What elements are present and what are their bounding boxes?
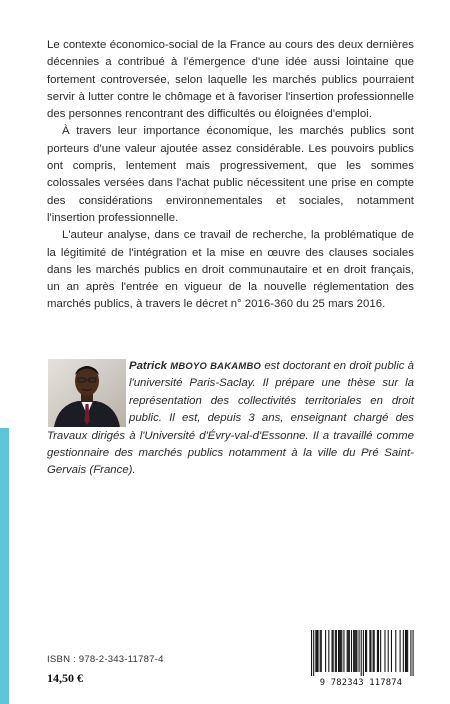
barcode-bar (400, 630, 401, 672)
barcode-bar (380, 630, 381, 672)
barcode-bar (332, 630, 333, 672)
barcode-bar (340, 630, 341, 672)
barcode-bar (351, 630, 352, 672)
blurb-paragraph-2: À travers leur importance économique, les marchés publics sont porteurs d'une valeur ajoutée assez considérable. Les pouvoirs publics ont compris, lentement mais progressivement, que les sommes colossales versées dans l'achat public nécessitent une prise en compte des considérations environnementales et sociales, notamment l'insertion professionnelle. (47, 125, 414, 224)
barcode-bar (333, 630, 334, 672)
barcode-bar (403, 630, 404, 672)
barcode-bar (363, 630, 364, 676)
barcode-bar (341, 630, 342, 672)
barcode-bar (328, 630, 329, 672)
barcode-bar (373, 630, 374, 672)
author-bio (47, 357, 414, 480)
barcode-bar (313, 630, 314, 676)
barcode-bar (378, 630, 379, 672)
barcode-digits: 9 782343 117874 (319, 678, 403, 688)
author-bio-text: est doctorant en droit public à l'université Paris-Saclay. Il prépare une thèse sur la représentation des collectivités territoriales en droit public. Il est, depuis 3 ans, enseignant chargé des Travaux dirigés à l'Université d'Évry-val-d'Essonne. Il a travaillé comme gestionnaire des marchés publics notamment à la ville du Pré Saint-Gervais (France). (47, 360, 414, 477)
barcode-bar (311, 630, 312, 676)
barcode-bar (320, 630, 321, 672)
barcode-bar (406, 630, 407, 672)
barcode-bar (349, 630, 350, 672)
barcode-bar (325, 630, 326, 672)
barcode-bar (407, 630, 408, 672)
price: 14,50 € (47, 671, 83, 685)
barcode-bar (377, 630, 378, 672)
blurb-paragraph-1: Le contexte économico-social de la France au cours des deux dernières décennies a contribué à l'émergence d'une idée aussi lointaine que fortement controversée, selon laquelle les marchés publics pourraient servir à lutter contre le chômage et à favoriser l'insertion professionnelle des personnes rencontrant des difficultés ou éloignées d'emploi. (47, 39, 414, 121)
barcode-bar (315, 630, 316, 672)
barcode-bar (317, 630, 318, 672)
barcode-bar (347, 630, 348, 672)
barcode-bar (348, 630, 349, 672)
barcode-bar (384, 630, 385, 672)
barcode-bar (353, 630, 354, 672)
barcode-bar (339, 630, 340, 672)
isbn: ISBN : 978-2-343-11787-4 (47, 654, 164, 665)
author-name (129, 360, 261, 372)
author-surname: MBOYO BAKAMBO (170, 360, 262, 371)
barcode-bar (343, 630, 344, 672)
barcode-bar (335, 630, 336, 672)
barcode-bar (336, 630, 337, 672)
back-cover-blurb (47, 37, 414, 314)
barcode-bar (405, 630, 406, 672)
blurb-paragraph-3: L'auteur analyse, dans ce travail de recherche, la problématique de la légitimité de l'intégration et la mise en œuvre des clauses sociales dans les marchés publics en droit communautaire et en droit français, un an après l'entrée en vigueur de la nouvelle réglementation des marchés publics, à travers le décret n° 2016-360 du 25 mars 2016. (47, 229, 414, 311)
barcode-bar (374, 630, 375, 672)
photo-spacer (47, 357, 129, 427)
barcode-bar (354, 630, 355, 672)
barcode-bar (321, 630, 322, 672)
barcode-bar (369, 630, 370, 672)
barcode-bar (361, 630, 362, 676)
barcode-bar (388, 630, 389, 672)
barcode-bar (359, 630, 360, 672)
barcode-bar (365, 630, 366, 672)
barcode-bar (316, 630, 317, 672)
barcode-bar (413, 630, 414, 676)
author-first-name: Patrick (129, 360, 171, 372)
barcode-bar (370, 630, 371, 672)
barcode-bar (391, 630, 392, 672)
barcode-bar (356, 630, 357, 672)
accent-band (0, 428, 9, 704)
barcode-bar (355, 630, 356, 672)
barcode-bar (410, 630, 411, 676)
barcode-bar (395, 630, 396, 672)
barcode-bar (366, 630, 367, 672)
barcode-bar (338, 630, 339, 672)
